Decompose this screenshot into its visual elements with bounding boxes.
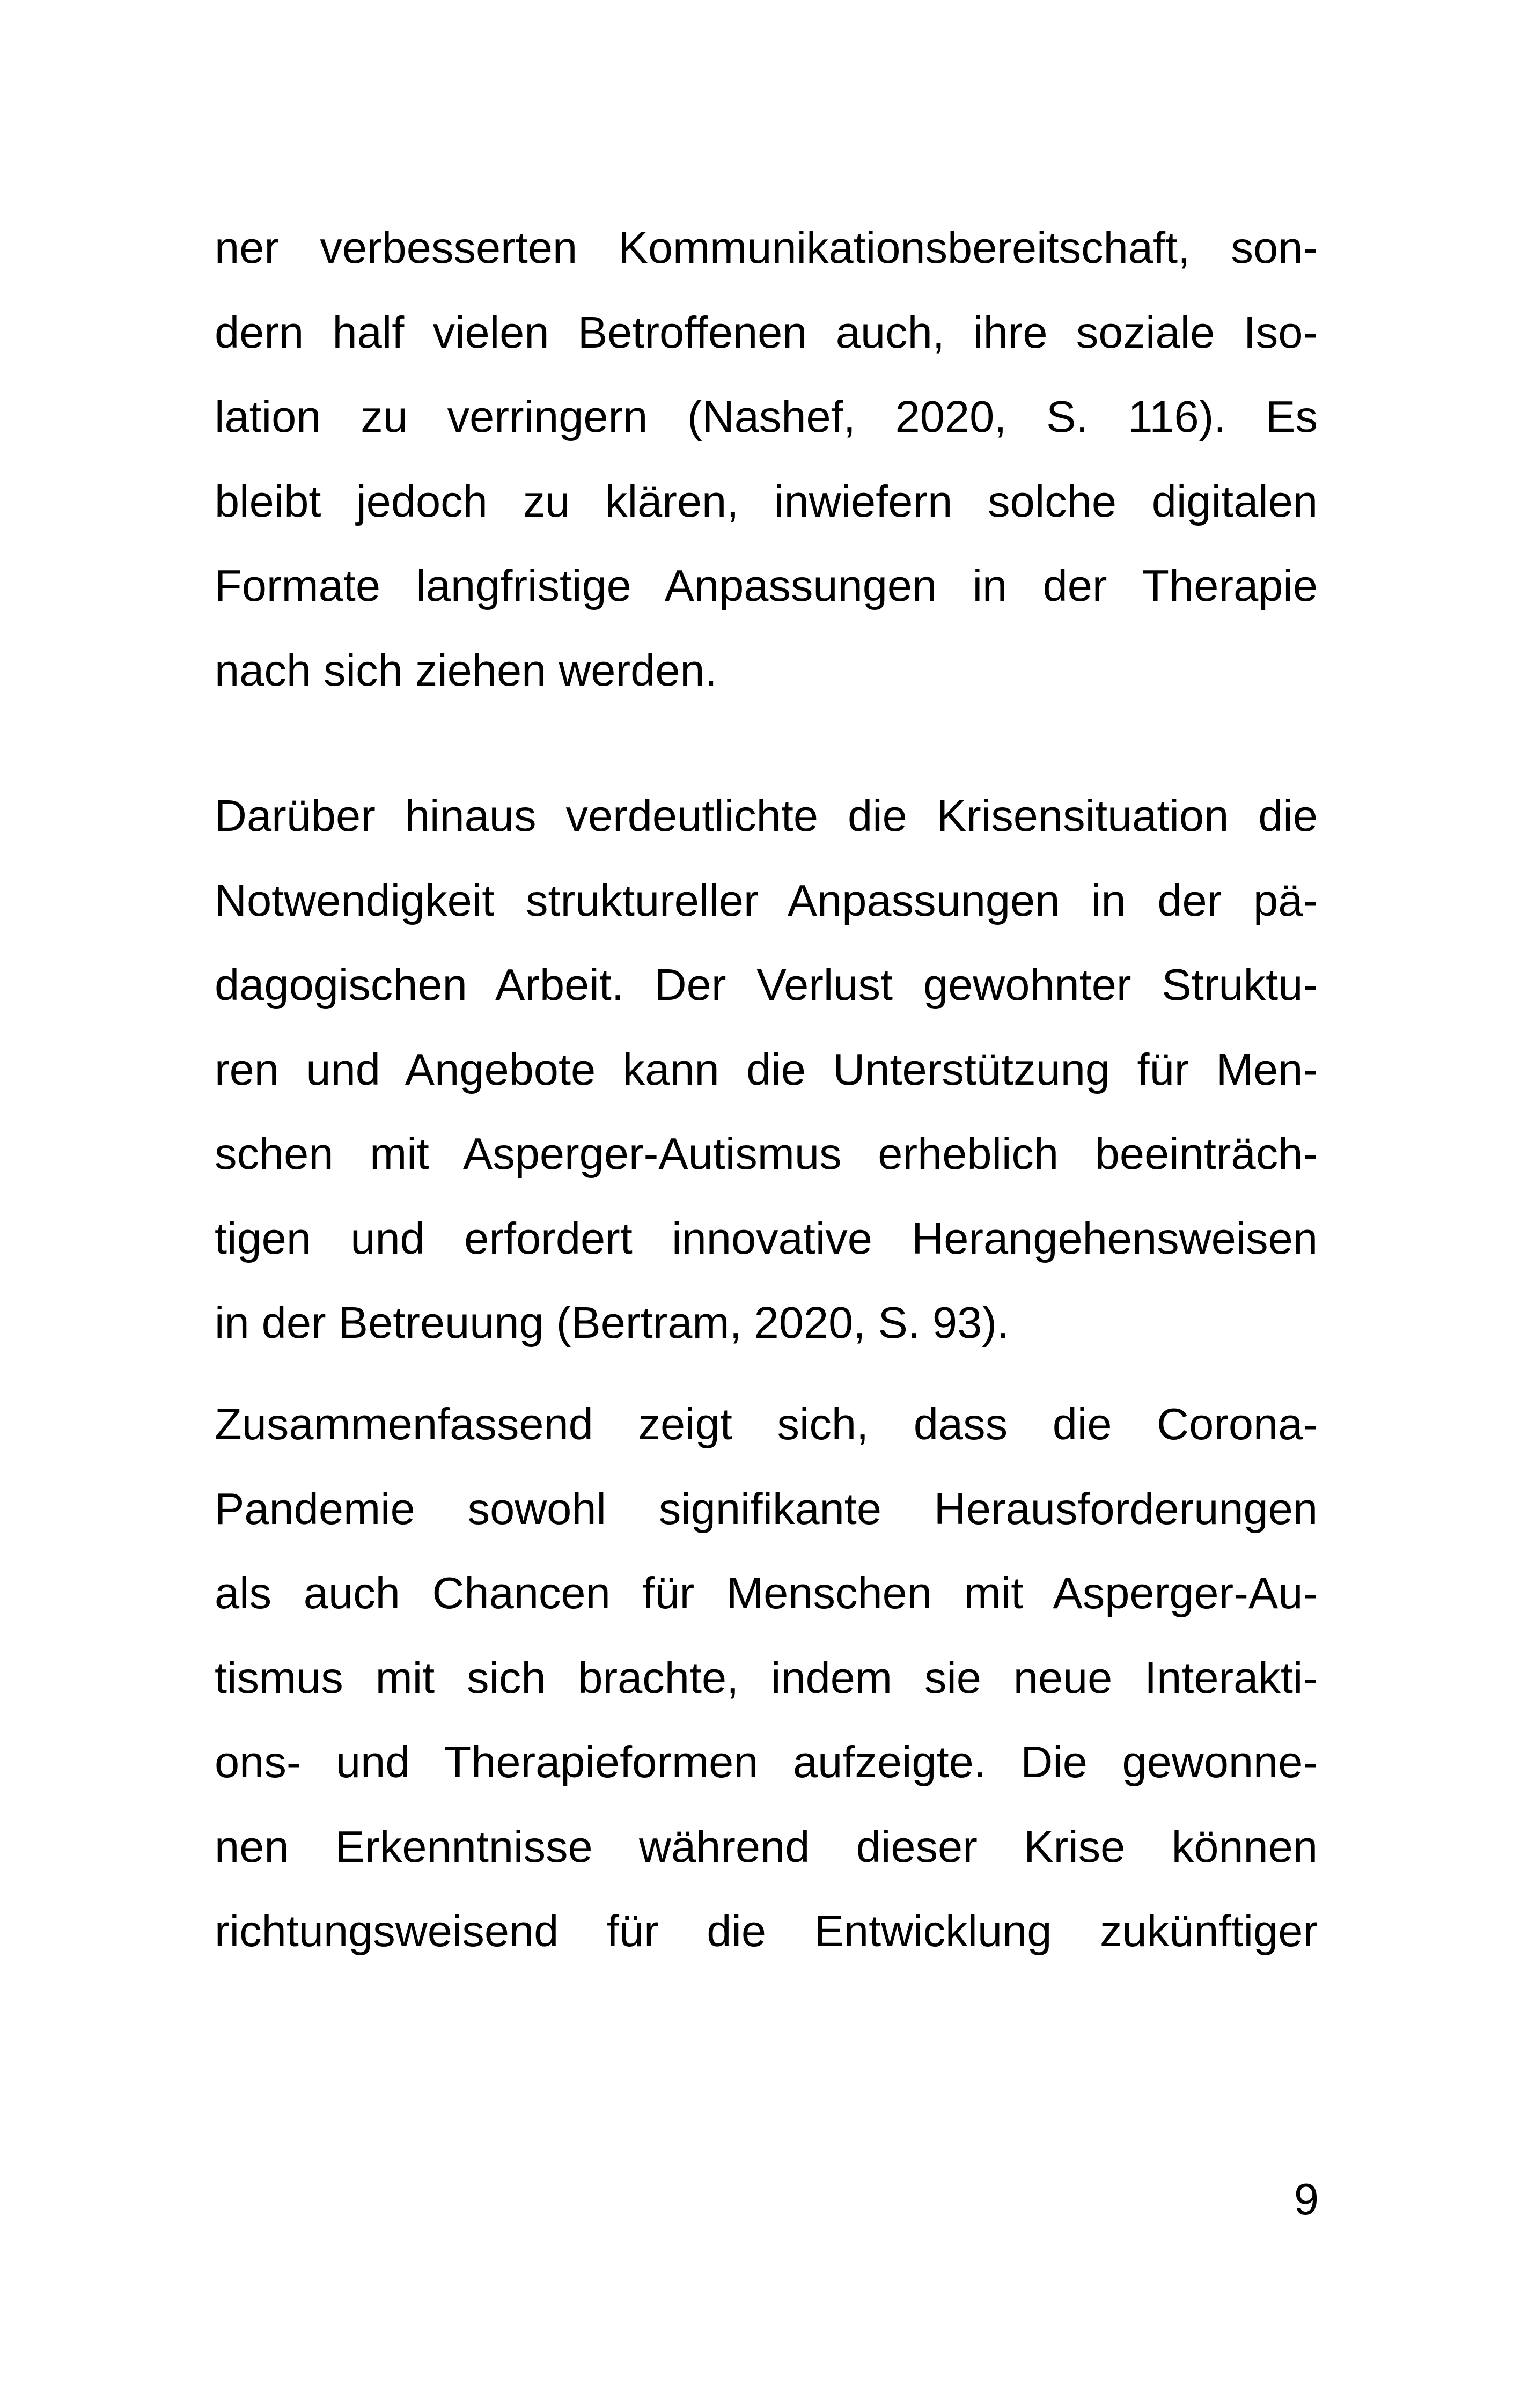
text-line: nach sich ziehen werden. bbox=[215, 645, 717, 695]
text-line: Zusammenfassend zeigt sich, dass die Corona- bbox=[215, 1399, 1318, 1449]
text-line: dagogischen Arbeit. Der Verlust gewohnter Struktu- bbox=[215, 960, 1318, 1010]
text-line: tigen und erfordert innovative Herangehensweisen bbox=[215, 1213, 1318, 1263]
text-line: schen mit Asperger-Autismus erheblich beeinträch- bbox=[215, 1129, 1318, 1179]
text-line: ons- und Therapieformen aufzeigte. Die gewonne- bbox=[215, 1737, 1318, 1787]
text-line: dern half vielen Betroffenen auch, ihre soziale Iso- bbox=[215, 307, 1318, 357]
text-line: ner verbesserten Kommunikationsbereitschaft, son- bbox=[215, 223, 1318, 273]
text-line: Notwendigkeit struktureller Anpassungen in der pä- bbox=[215, 875, 1318, 925]
page-number: 9 bbox=[1294, 2174, 1319, 2224]
text-line: in der Betreuung (Bertram, 2020, S. 93). bbox=[215, 1298, 1009, 1347]
paragraph bbox=[215, 205, 1318, 712]
text-line: als auch Chancen für Menschen mit Asperger-Au- bbox=[215, 1568, 1318, 1618]
paragraph bbox=[215, 774, 1318, 1365]
text-line: Pandemie sowohl signifikante Herausforderungen bbox=[215, 1483, 1318, 1534]
text-line: lation zu verringern (Nashef, 2020, S. 116). Es bbox=[215, 392, 1318, 441]
text-line: ren und Angebote kann die Unterstützung für Men- bbox=[215, 1044, 1318, 1094]
text-line: nen Erkenntnisse während dieser Krise können bbox=[215, 1821, 1318, 1872]
text-line: bleibt jedoch zu klären, inwiefern solche digitalen bbox=[215, 476, 1318, 526]
text-line: Darüber hinaus verdeutlichte die Krisensituation die bbox=[215, 791, 1318, 841]
text-line: Formate langfristige Anpassungen in der Therapie bbox=[215, 561, 1318, 610]
text-line: richtungsweisend für die Entwicklung zukünftiger bbox=[215, 1906, 1318, 1956]
paragraph bbox=[215, 1382, 1318, 1973]
text-line: tismus mit sich brachte, indem sie neue Interakti- bbox=[215, 1652, 1318, 1703]
